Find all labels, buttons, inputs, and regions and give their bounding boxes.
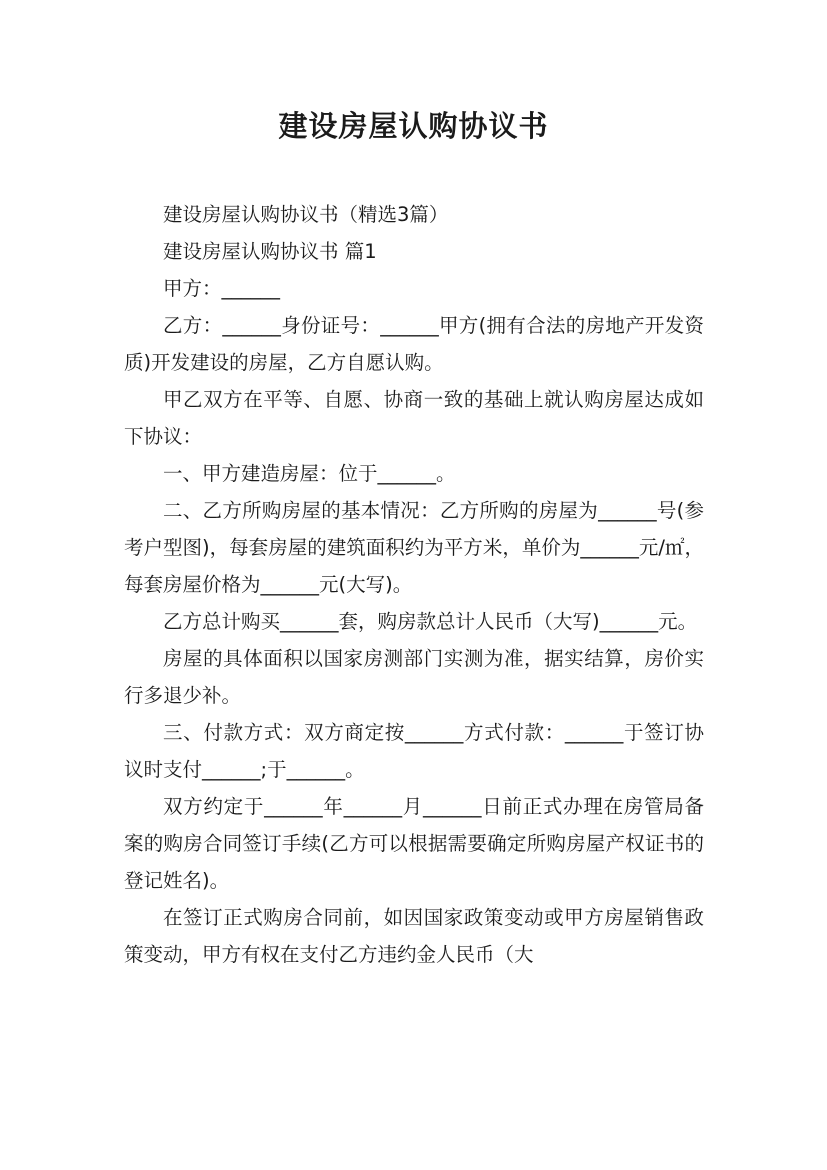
paragraph-total-purchase: 乙方总计购买______套，购房款总计人民币（大写)______元。 [163,610,698,633]
paragraph-party-a: 甲方：______ [163,277,281,300]
paragraph-clause-3-payment: 三、付款方式：双方商定按______方式付款：______于签订协议时支付______;于______。 [124,721,704,781]
paragraph-section-heading: 建设房屋认购协议书 篇1 [163,240,377,263]
paragraph-clause-2: 二、乙方所购房屋的基本情况：乙方所购的房屋为______号(参考户型图)，每套房屋的建筑面积约为平方米，单价为______元/㎡，每套房屋价格为______元(大写)。 [124,499,704,596]
paragraph-clause-1: 一、甲方建造房屋：位于______。 [163,462,456,485]
paragraph-subtitle: 建设房屋认购协议书（精选3篇） [163,203,449,226]
document-body [124,196,704,973]
paragraph-agreement-intro: 甲乙双方在平等、自愿、协商一致的基础上就认购房屋达成如下协议： [124,388,704,448]
document-title: 建设房屋认购协议书 [278,109,549,143]
paragraph-area-settlement: 房屋的具体面积以国家房测部门实测为准，据实结算，房价实行多退少补。 [124,647,704,707]
paragraph-party-b: 乙方：______身份证号：______甲方(拥有合法的房地产开发资质)开发建设的房屋，乙方自愿认购。 [124,314,704,374]
paragraph-contract-date: 双方约定于______年______月______日前正式办理在房管局备案的购房合同签订手续(乙方可以根据需要确定所购房屋产权证书的登记姓名)。 [124,795,704,892]
paragraph-policy-change: 在签订正式购房合同前，如因国家政策变动或甲方房屋销售政策变动，甲方有权在支付乙方违约金人民币（大 [124,906,704,966]
